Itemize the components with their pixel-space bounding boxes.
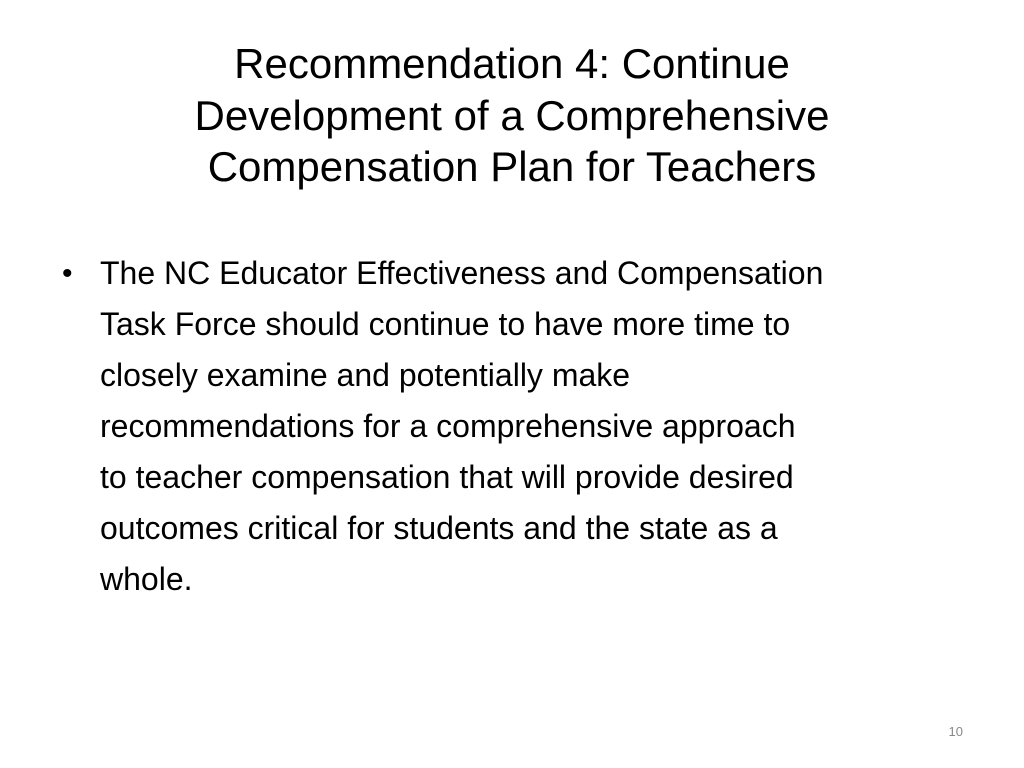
- bullet-text-line: closely examine and potentially make: [100, 357, 631, 393]
- bullet-text-line: The NC Educator Effectiveness and Compensation: [100, 255, 824, 291]
- bullet-item: [58, 248, 973, 605]
- bullet-text-line: whole.: [100, 561, 193, 597]
- slide-title-line: Recommendation 4: Continue: [234, 40, 790, 88]
- bullet-text-line: recommendations for a comprehensive approach: [100, 408, 796, 444]
- slide-title-line: Compensation Plan for Teachers: [207, 143, 817, 191]
- bullet-text-line: outcomes critical for students and the state as a: [100, 510, 778, 546]
- bullet-text-line: Task Force should continue to have more time to: [100, 306, 791, 342]
- slide-content: [58, 248, 973, 605]
- bullet-text: [100, 248, 973, 605]
- slide-title: [60, 38, 964, 193]
- slide-title-line: Development of a Comprehensive: [194, 91, 830, 139]
- bullet-text-line: to teacher compensation that will provide desired: [100, 459, 794, 495]
- bullet-marker: •: [62, 257, 73, 290]
- slide-number: 10: [948, 724, 963, 739]
